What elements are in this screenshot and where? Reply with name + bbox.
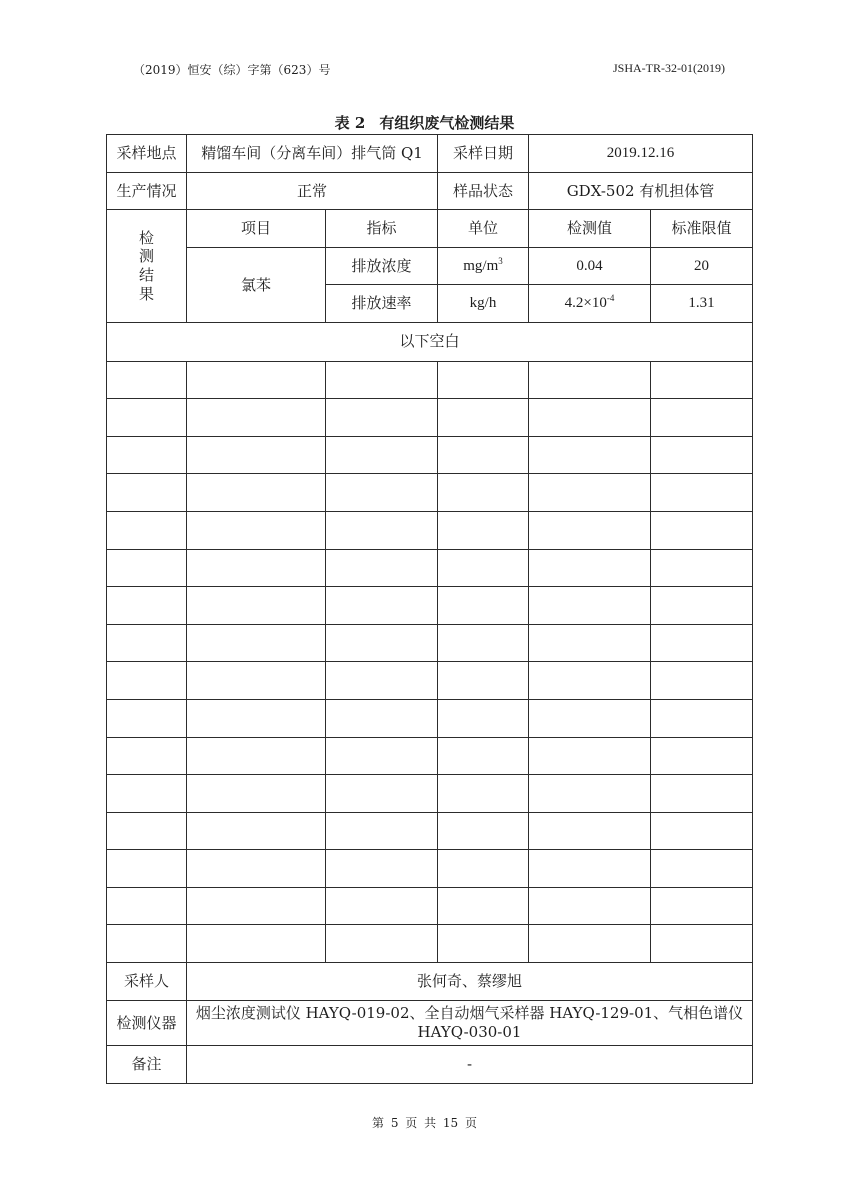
empty-cell — [107, 511, 187, 549]
empty-cell — [326, 549, 438, 587]
empty-cell — [107, 699, 187, 737]
blank-row — [107, 587, 753, 625]
empty-cell — [651, 399, 753, 437]
blank-row — [107, 549, 753, 587]
empty-cell — [187, 662, 326, 700]
empty-cell — [651, 850, 753, 888]
results-label-char: 测 — [138, 247, 154, 266]
unit-cell — [438, 247, 529, 285]
empty-cell — [187, 737, 326, 775]
blank-row — [107, 775, 753, 813]
empty-cell — [529, 624, 651, 662]
empty-cell — [529, 511, 651, 549]
empty-cell — [651, 511, 753, 549]
empty-cell — [651, 624, 753, 662]
blank-row — [107, 812, 753, 850]
production-row — [107, 172, 753, 210]
empty-cell — [187, 699, 326, 737]
blank-row — [107, 887, 753, 925]
sampling-site-label: 采样地点 — [107, 135, 187, 173]
empty-cell — [438, 587, 529, 625]
empty-cell — [651, 887, 753, 925]
empty-cell — [326, 812, 438, 850]
empty-cell — [107, 662, 187, 700]
results-label-char: 结 — [138, 266, 154, 285]
unit-base: kg/h — [469, 295, 497, 312]
empty-cell — [326, 699, 438, 737]
empty-cell — [438, 399, 529, 437]
empty-cell — [438, 699, 529, 737]
empty-cell — [187, 812, 326, 850]
empty-cell — [529, 699, 651, 737]
report-number: （2019）恒安（综）字第（623）号 — [133, 63, 331, 77]
measured-base: 0.04 — [576, 257, 603, 274]
empty-cell — [438, 549, 529, 587]
empty-cell — [326, 436, 438, 474]
indicator-cell: 排放速率 — [326, 285, 438, 323]
empty-cell — [107, 850, 187, 888]
empty-cell — [107, 624, 187, 662]
measured-value-cell — [529, 247, 651, 285]
empty-cell — [529, 549, 651, 587]
empty-cell — [107, 887, 187, 925]
empty-cell — [326, 587, 438, 625]
production-value: 正常 — [187, 172, 438, 210]
empty-cell — [187, 887, 326, 925]
unit-base: mg/m — [463, 257, 499, 274]
blank-row — [107, 850, 753, 888]
sample-state-value: GDX-502 有机担体管 — [529, 172, 753, 210]
remark-value: - — [187, 1046, 753, 1084]
table-number: 表 2 — [334, 114, 366, 132]
blank-row — [107, 925, 753, 963]
empty-cell — [529, 436, 651, 474]
empty-cell — [326, 624, 438, 662]
empty-cell — [651, 925, 753, 963]
empty-cell — [326, 474, 438, 512]
empty-cell — [651, 662, 753, 700]
empty-cell — [107, 812, 187, 850]
empty-cell — [187, 511, 326, 549]
empty-cell — [529, 737, 651, 775]
blank-row — [107, 474, 753, 512]
empty-cell — [326, 887, 438, 925]
exhaust-gas-results-table — [106, 134, 753, 1084]
empty-cell — [438, 925, 529, 963]
empty-cell — [187, 474, 326, 512]
empty-cell — [529, 662, 651, 700]
empty-cell — [326, 662, 438, 700]
table-title: 有组织废气检测结果 — [379, 114, 515, 132]
results-label-char: 果 — [138, 284, 154, 303]
empty-cell — [438, 775, 529, 813]
empty-cell — [651, 775, 753, 813]
measured-base: 4.2×10 — [564, 295, 607, 312]
empty-cell — [651, 474, 753, 512]
column-header-row — [107, 210, 753, 248]
empty-cell — [187, 549, 326, 587]
measured-superscript: -4 — [606, 293, 615, 304]
production-label: 生产情况 — [107, 172, 187, 210]
blank-row — [107, 662, 753, 700]
blank-row — [107, 699, 753, 737]
blank-row — [107, 624, 753, 662]
empty-cell — [651, 812, 753, 850]
empty-cell — [187, 399, 326, 437]
empty-cell — [107, 436, 187, 474]
sampling-date-label: 采样日期 — [438, 135, 529, 173]
instrument-label: 检测仪器 — [107, 1000, 187, 1046]
empty-cell — [651, 361, 753, 399]
page-number: 第 5 页 共 15 页 — [372, 1116, 477, 1130]
blank-row — [107, 399, 753, 437]
indicator-cell: 排放浓度 — [326, 247, 438, 285]
empty-cell — [107, 925, 187, 963]
empty-cell — [326, 925, 438, 963]
empty-cell — [107, 737, 187, 775]
instrument-row — [107, 1000, 753, 1046]
document-code: JSHA-TR-32-01(2019) — [613, 61, 725, 75]
column-header-item: 项目 — [187, 210, 326, 248]
empty-cell — [529, 850, 651, 888]
empty-cell — [187, 624, 326, 662]
empty-cell — [326, 850, 438, 888]
blank-row — [107, 436, 753, 474]
column-header-limit: 标准限值 — [651, 210, 753, 248]
empty-cell — [529, 812, 651, 850]
sampling-date-value: 2019.12.16 — [529, 135, 753, 173]
empty-cell — [187, 925, 326, 963]
column-header-indicator: 指标 — [326, 210, 438, 248]
remark-label: 备注 — [107, 1046, 187, 1084]
unit-cell — [438, 285, 529, 323]
column-header-measured: 检测值 — [529, 210, 651, 248]
empty-cell — [187, 850, 326, 888]
empty-cell — [438, 624, 529, 662]
remark-row — [107, 1046, 753, 1084]
empty-cell — [438, 887, 529, 925]
item-name: 氯苯 — [187, 247, 326, 322]
sampler-label: 采样人 — [107, 963, 187, 1001]
empty-cell — [326, 361, 438, 399]
empty-cell — [187, 361, 326, 399]
empty-cell — [438, 474, 529, 512]
sampler-value: 张何奇、蔡缪旭 — [187, 963, 753, 1001]
blank-row — [107, 511, 753, 549]
sample-state-label: 样品状态 — [438, 172, 529, 210]
empty-cell — [187, 587, 326, 625]
blank-note-row — [107, 322, 753, 361]
empty-cell — [438, 662, 529, 700]
result-row — [107, 247, 753, 285]
empty-cell — [107, 775, 187, 813]
empty-cell — [651, 737, 753, 775]
results-label-char: 检 — [138, 228, 154, 247]
empty-cell — [326, 775, 438, 813]
sampling-site-row — [107, 135, 753, 173]
empty-cell — [651, 587, 753, 625]
empty-cell — [326, 737, 438, 775]
empty-cell — [651, 436, 753, 474]
empty-cell — [107, 361, 187, 399]
limit-value-cell: 20 — [651, 247, 753, 285]
empty-cell — [187, 436, 326, 474]
empty-cell — [529, 887, 651, 925]
instrument-value: 烟尘浓度测试仪 HAYQ-019-02、全自动烟气采样器 HAYQ-129-01、气相色谱仪 HAYQ-030-01 — [187, 1000, 753, 1046]
blank-row — [107, 361, 753, 399]
empty-cell — [438, 812, 529, 850]
empty-cell — [107, 399, 187, 437]
column-header-unit: 单位 — [438, 210, 529, 248]
empty-cell — [438, 361, 529, 399]
empty-cell — [651, 549, 753, 587]
blank-row — [107, 737, 753, 775]
empty-cell — [107, 587, 187, 625]
results-label — [107, 210, 187, 323]
empty-cell — [529, 361, 651, 399]
empty-cell — [187, 775, 326, 813]
empty-cell — [438, 436, 529, 474]
limit-value-cell: 1.31 — [651, 285, 753, 323]
empty-cell — [326, 399, 438, 437]
blank-note: 以下空白 — [107, 322, 753, 361]
empty-cell — [529, 925, 651, 963]
empty-cell — [107, 474, 187, 512]
measured-value-cell — [529, 285, 651, 323]
empty-cell — [651, 699, 753, 737]
empty-cell — [438, 850, 529, 888]
empty-cell — [529, 587, 651, 625]
empty-cell — [326, 511, 438, 549]
empty-cell — [529, 474, 651, 512]
empty-cell — [438, 511, 529, 549]
unit-superscript: 3 — [498, 255, 503, 266]
table-caption — [0, 112, 849, 133]
empty-cell — [438, 737, 529, 775]
sampling-site-value: 精馏车间（分离车间）排气筒 Q1 — [187, 135, 438, 173]
sampler-row — [107, 963, 753, 1001]
empty-cell — [529, 775, 651, 813]
empty-cell — [107, 549, 187, 587]
empty-cell — [529, 399, 651, 437]
